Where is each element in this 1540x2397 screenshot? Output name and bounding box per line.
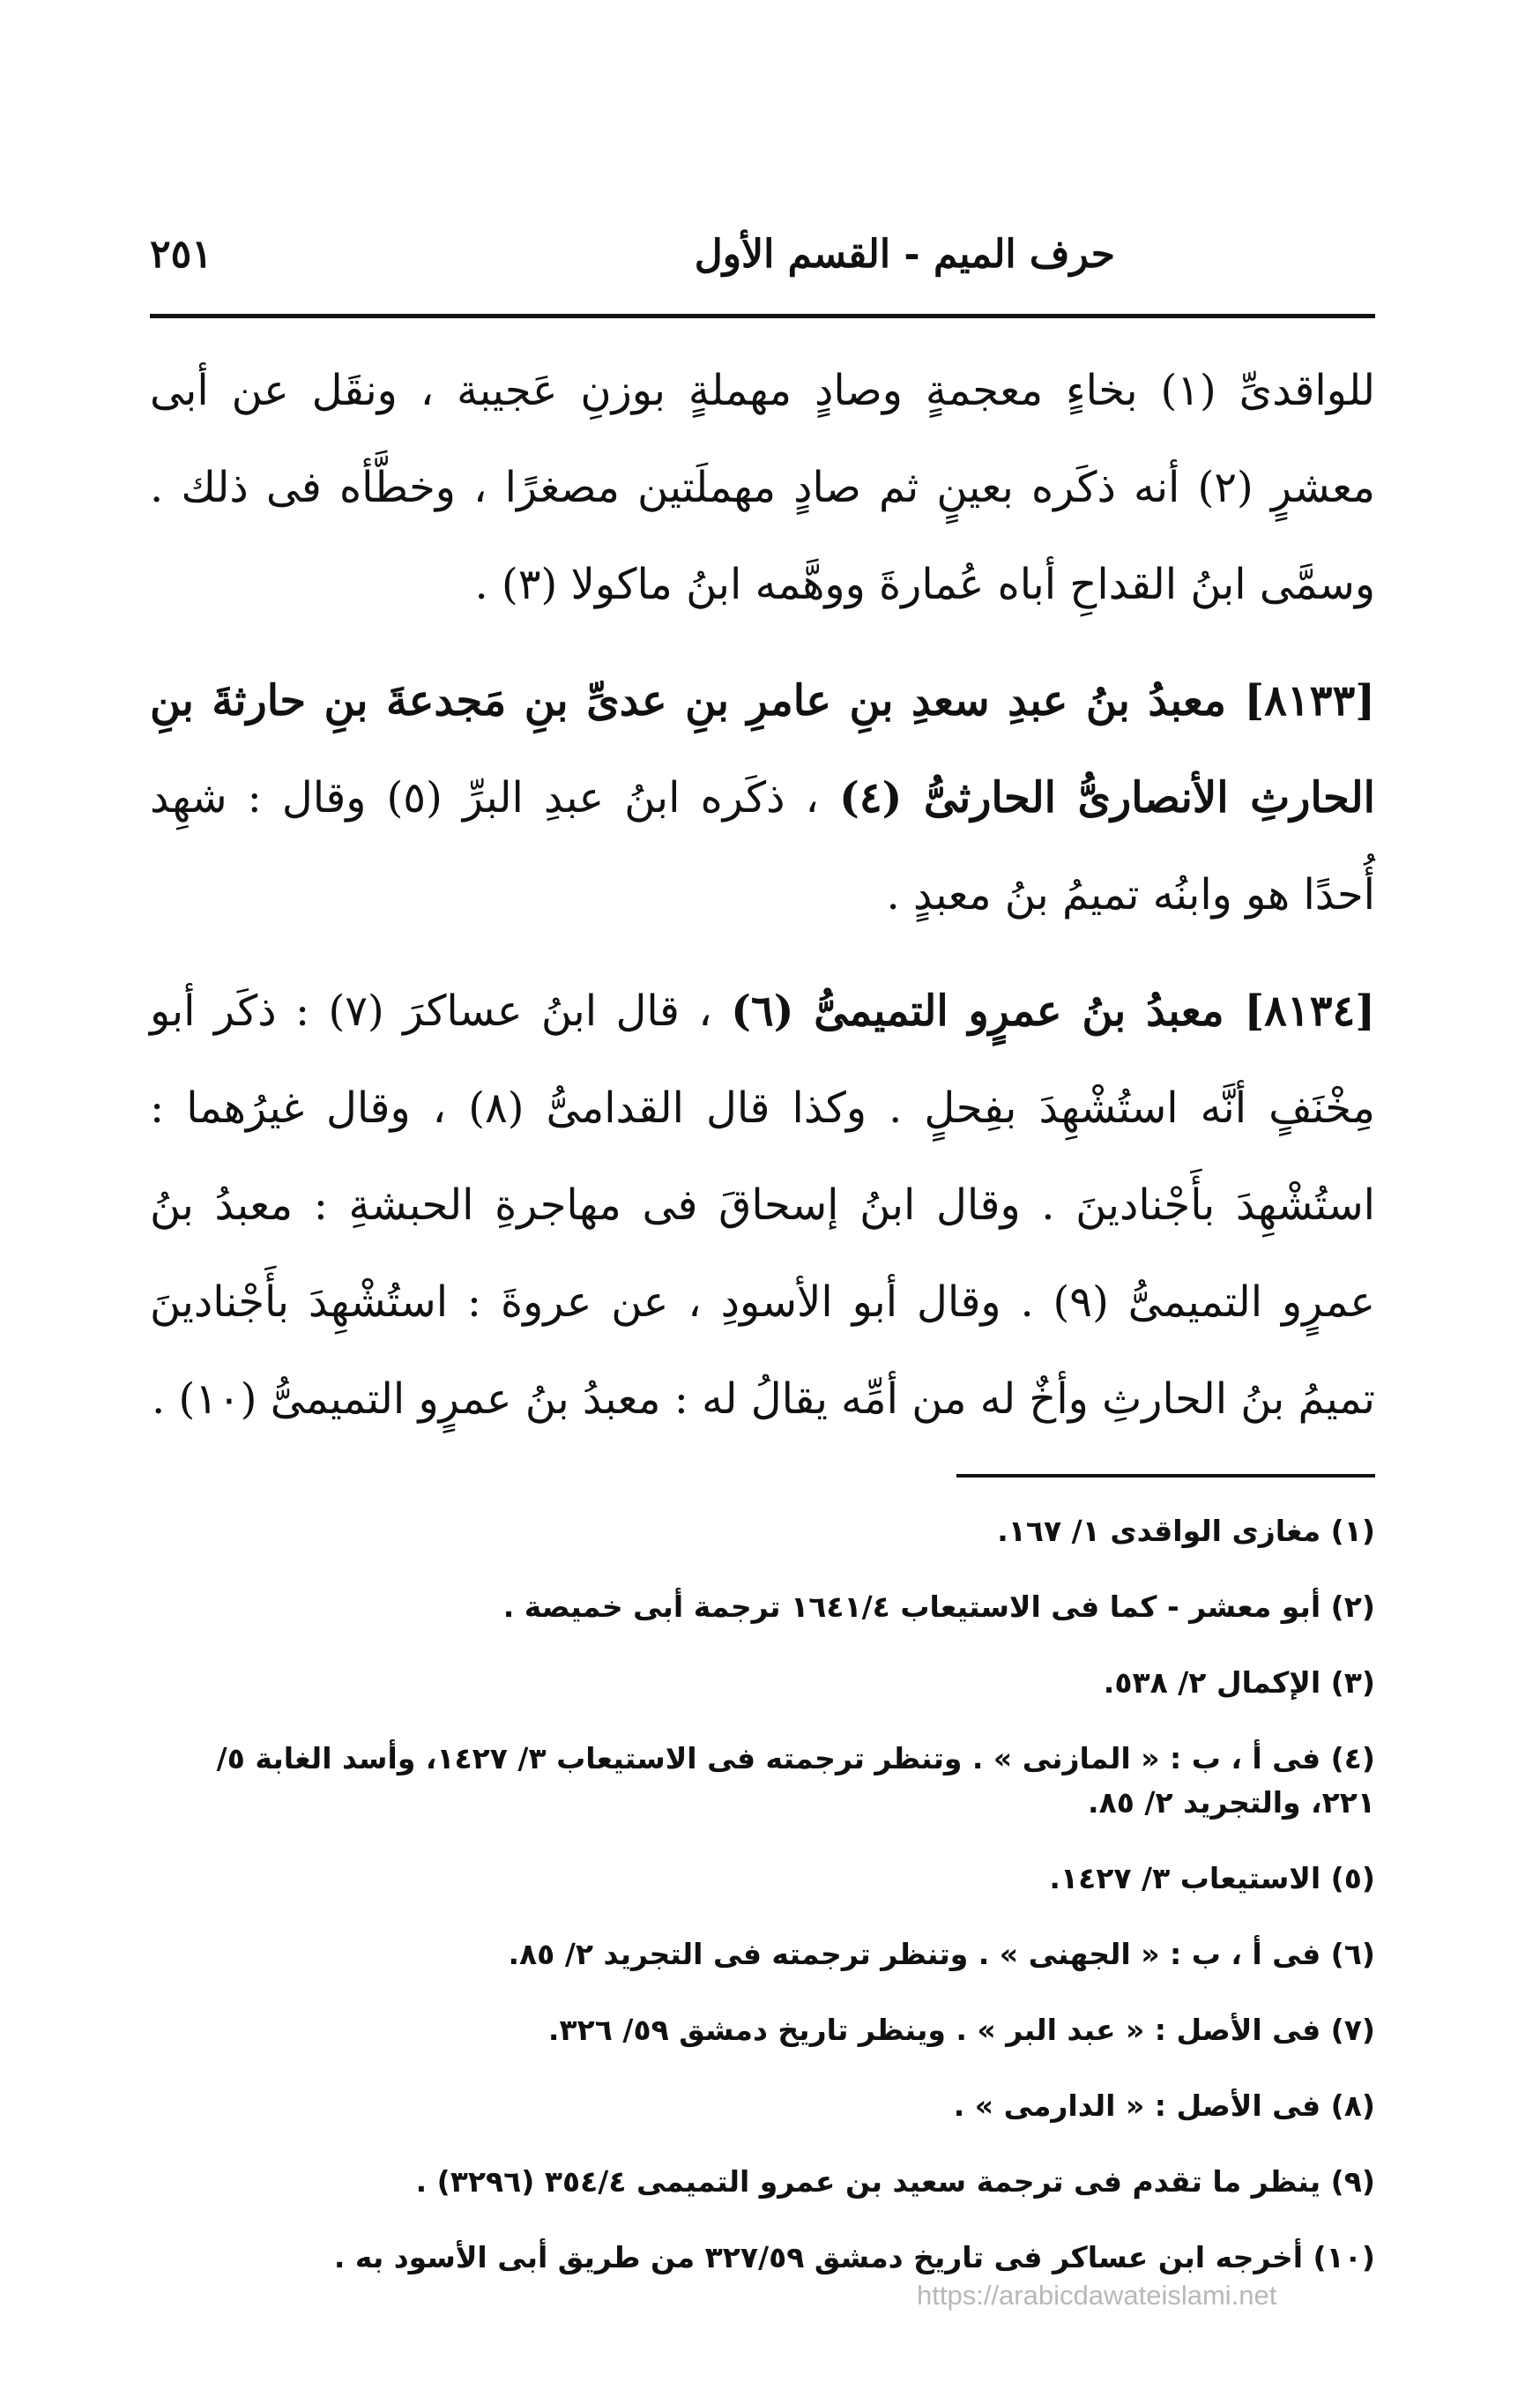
header-rule	[150, 314, 1375, 318]
footnote: (١) مغازى الواقدى ١/ ١٦٧.	[997, 1514, 1375, 1548]
footnote: (٧) فى الأصل : « عبد البر » . وينظر تاريخ دمشق ٥٩/ ٣٢٦.	[547, 2013, 1375, 2047]
paragraph-text: ، ذكَره ابنُ عبدِ البرِّ (٥) وقال : شهِد أُحدًا هو وابنُه تميمُ بنُ معبدٍ .	[150, 773, 1375, 919]
footnote: (١٠) أخرجه ابن عساكر فى تاريخ دمشق ٣٢٧/٥٩ من طريق أبى الأسود به .	[333, 2240, 1375, 2274]
footnote: (٥) الاستيعاب ٣/ ١٤٢٧.	[1049, 1861, 1375, 1895]
page-header	[150, 225, 1375, 304]
footnote-separator	[956, 1474, 1375, 1478]
footnote: (٦) فى أ ، ب : « الجهنى » . وتنظر ترجمته فى التجريد ٢/ ٨٥.	[508, 1937, 1375, 1971]
footnote: (٤) فى أ ، ب : « المازنى » . وتنظر ترجمته فى الاستيعاب ٣/ ١٤٢٧، وأسد الغابة ٥/ ٢٢١، والتجريد ٢/ ٨٥.	[216, 1741, 1375, 1820]
paragraph	[150, 963, 1375, 1448]
watermark-url: https://arabicdawateislami.net	[917, 2280, 1277, 2311]
entry-heading: [٨١٣٤] معبدُ بنُ عمرٍو التميمىُّ (٦)	[731, 986, 1376, 1036]
footnote: (٢) أبو معشر - كما فى الاستيعاب ١٦٤١/٤ ترجمة أبى خميصة .	[502, 1589, 1375, 1624]
page-number: ٢٥١	[150, 232, 212, 277]
main-text	[150, 342, 1375, 1448]
entry-heading: [٨١٣٣] معبدُ بنُ عبدِ سعدِ بنِ عامرِ بنِ عدىِّ بنِ مَجدعةَ بنِ حارثةَ بنِ الحارثِ الأنصارىُّ الحارثىُّ (٤)	[150, 676, 1376, 823]
chapter-title: حرف الميم - القسم الأول	[694, 232, 1115, 277]
paragraph	[150, 652, 1375, 943]
footnotes	[150, 1509, 1375, 2311]
paragraph-text: ، قال ابنُ عساكرَ (٧) : ذكَر أبو مِخْنَفٍ أنَّه استُشْهِدَ بفِحلٍ . وكذا قال القدامىُّ (٨) ، وقال غيرُهما : استُشْهِدَ بأَجْنادينَ . وقال ابنُ إسحاقَ فى مهاجرةِ الحبشةِ : معبدُ بنُ عمرٍو التميمىُّ (٩) . وقال أبو الأسودِ ، عن عروةَ : استُشْهِدَ بأَجْنادينَ تميمُ بنُ الحارثِ وأخٌ له من أمِّه يقالُ له : معبدُ بنُ عمرٍو التميمىُّ (١٠) .	[150, 986, 1376, 1424]
footnote: (٨) فى الأصل : « الدارمى » .	[953, 2088, 1375, 2123]
paragraph-text: للواقدىِّ (١) بخاءٍ معجمةٍ وصادٍ مهملةٍ بوزنِ عَجيبة ، ونقَل عن أبى معشرٍ (٢) أنه ذكَره بعينٍ ثم صادٍ مهملَتين مصغرًا ، وخطَّأه فى ذلك . وسمَّى ابنُ القداحِ أباه عُمارةَ ووهَّمه ابنُ ماكولا (٣) .	[150, 366, 1376, 609]
footnote: (٩) ينظر ما تقدم فى ترجمة سعيد بن عمرو التميمى ٣٥٤/٤ (٣٢٩٦) .	[415, 2164, 1375, 2199]
paragraph	[150, 342, 1375, 633]
footnote: (٣) الإكمال ٢/ ٥٣٨.	[1103, 1665, 1375, 1700]
